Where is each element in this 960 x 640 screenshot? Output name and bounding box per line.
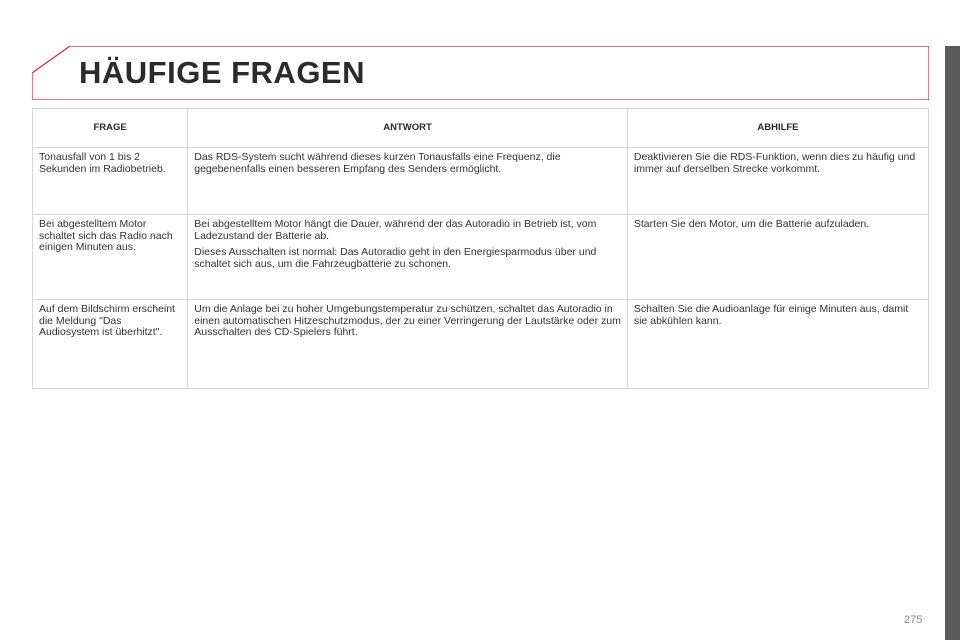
faq-table xyxy=(32,108,929,389)
antwort-paragraph: Das RDS-System sucht während dieses kurzen Tonausfalls eine Frequenz, die gegebenenfalls einen besseren Empfang des Senders ermöglicht. xyxy=(194,151,561,175)
table-header-row xyxy=(33,109,929,148)
cell-abhilfe: Starten Sie den Motor, um die Batterie aufzuladen. xyxy=(627,215,928,300)
cell-frage: Auf dem Bildschirm erscheint die Meldung "Das Audiosystem ist überhitzt". xyxy=(33,300,188,389)
table-row xyxy=(33,215,929,300)
cell-antwort xyxy=(188,300,628,389)
header-frage: FRAGE xyxy=(33,109,188,148)
page-title: HÄUFIGE FRAGEN xyxy=(79,55,365,90)
cell-antwort xyxy=(188,148,628,215)
table-row xyxy=(33,148,929,215)
side-bar xyxy=(945,46,960,640)
antwort-paragraph: Dieses Ausschalten ist normal: Das Autoradio geht in den Energiesparmodus über und schaltet sich aus, um die Fahrzeugbatterie zu schonen. xyxy=(194,246,597,270)
page-number: 275 xyxy=(904,614,923,626)
cell-abhilfe: Schalten Sie die Audioanlage für einige Minuten aus, damit sie abkühlen kann. xyxy=(627,300,928,389)
cell-antwort xyxy=(188,215,628,300)
antwort-paragraph: Bei abgestelltem Motor hängt die Dauer, während der das Autoradio in Betrieb ist, vom Ladezustand der Batterie ab. xyxy=(194,218,597,242)
table-row xyxy=(33,300,929,389)
antwort-paragraph: Um die Anlage bei zu hoher Umgebungstemperatur zu schützen, schaltet das Autoradio in einen automatischen Hitzeschutzmodus, der zu einer Verringerung der Lautstärke oder zum Ausschalten des CD-Spielers führt. xyxy=(194,303,621,338)
cell-abhilfe: Deaktivieren Sie die RDS-Funktion, wenn dies zu häufig und immer auf derselben Strecke vorkommt. xyxy=(627,148,928,215)
cell-frage: Tonausfall von 1 bis 2 Sekunden im Radiobetrieb. xyxy=(33,148,188,215)
cell-frage: Bei abgestelltem Motor schaltet sich das Radio nach einigen Minuten aus. xyxy=(33,215,188,300)
header-antwort: ANTWORT xyxy=(188,109,628,148)
header-abhilfe: ABHILFE xyxy=(627,109,928,148)
